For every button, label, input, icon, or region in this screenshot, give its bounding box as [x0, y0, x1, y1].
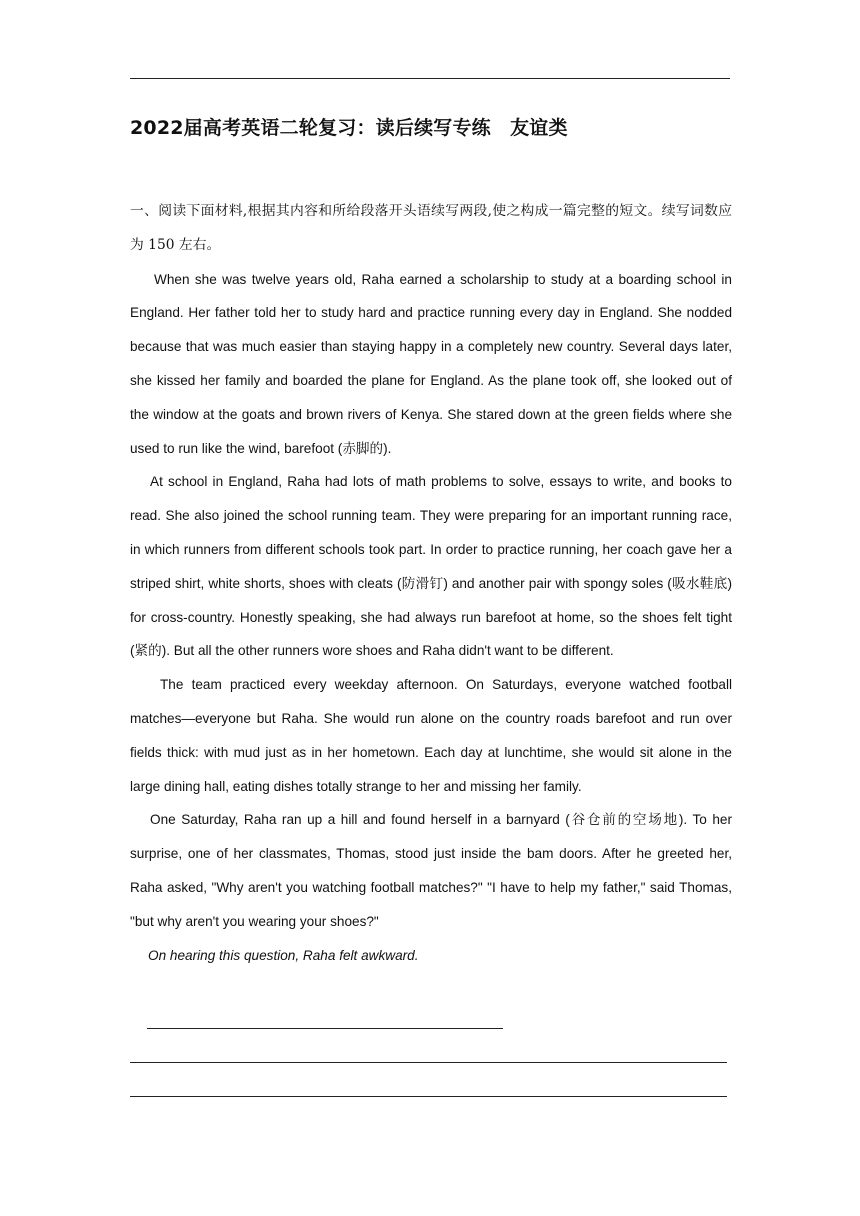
document-title: 2022届高考英语二轮复习：读后续写专练 友谊类	[130, 117, 568, 139]
answer-blank-line	[147, 1028, 503, 1029]
story-paragraph-2: At school in England, Raha had lots of math problems to solve, essays to write, and books to read. She also joined the school running team. They were preparing for an important running race, in which runners from different schools took part. In order to practice running, her coach gave her a striped shirt, white shorts, shoes with cleats (防滑钉) and another pair with spongy soles (吸水鞋底) for cross-country. Honestly speaking, she had always run barefoot at home, so the shoes felt tight (紧的). But all the other runners wore shoes and Raha didn't want to be different.	[130, 474, 732, 659]
story-paragraph-3: The team practiced every weekday afternoon. On Saturdays, everyone watched football matches—everyone but Raha. She would run alone on the country roads barefoot and run over fields thick: with mud just as in her hometown. Each day at lunchtime, she would sit alone in the large dining hall, eating dishes totally strange to her and missing her family.	[130, 677, 732, 794]
answer-blank-line	[130, 1062, 727, 1063]
story-paragraph-4: One Saturday, Raha ran up a hill and found herself in a barnyard (谷仓前的空场地). To her surprise, one of her classmates, Thomas, stood just inside the bam doors. After he greeted her, Raha asked, "Why aren't you watching football matches?" "I have to help my father," said Thomas, "but why aren't you wearing your shoes?"	[130, 812, 732, 929]
document-body	[130, 195, 732, 972]
answer-blank-line	[130, 1096, 727, 1097]
continuation-prompt: On hearing this question, Raha felt awkward.	[148, 947, 419, 963]
story-paragraph-1: When she was twelve years old, Raha earned a scholarship to study at a boarding school in England. Her father told her to study hard and practice running every day in England. She nodded because that was much easier than staying happy in a completely new country. Several days later, she kissed her family and boarded the plane for England. As the plane took off, she looked out of the window at the goats and brown rivers of Kenya. She stared down at the green fields where she used to run like the wind, barefoot (赤脚的).	[130, 271, 732, 456]
header-rule	[130, 78, 730, 79]
exercise-instruction: 一、阅读下面材料,根据其内容和所给段落开头语续写两段,使之构成一篇完整的短文。续写词数应为 150 左右。	[130, 203, 732, 253]
